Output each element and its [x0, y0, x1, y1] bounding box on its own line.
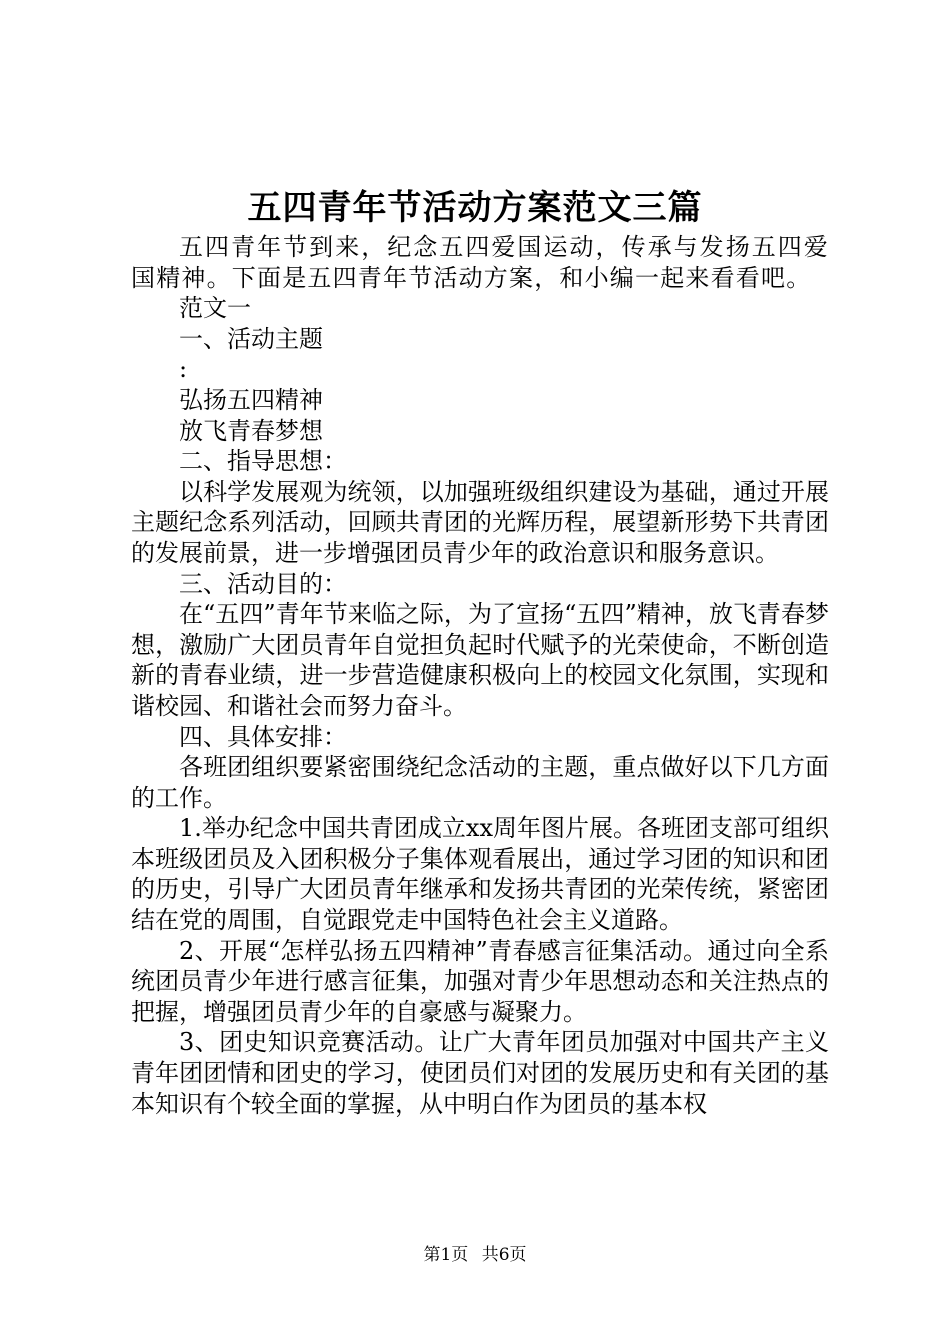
arrangements-intro-paragraph: 各班团组织要紧密围绕纪念活动的主题，重点做好以下几方面的工作。: [131, 753, 829, 812]
theme-line-2: 放飞青春梦想: [179, 416, 323, 445]
page-number: 第1页: [423, 1245, 469, 1265]
item-1-paragraph: 1.举办纪念中国共青团成立xx周年图片展。各班团支部可组织本班级团员及入团积极分子集体观看展出，通过学习团的知识和团的历史，引导广大团员青年继承和发扬共青团的光荣传统，紧密团结在党的周围，自觉跟党走中国特色社会主义道路。: [131, 814, 829, 935]
document-body: [131, 232, 829, 1119]
intro-paragraph: 五四青年节到来，纪念五四爱国运动，传承与发扬五四爱国精神。下面是五四青年节活动方案，和小编一起来看看吧。: [131, 233, 829, 292]
guiding-ideology-paragraph: 以科学发展观为统领，以加强班级组织建设为基础，通过开展主题纪念系列活动，回顾共青团的光辉历程，展望新形势下共青团的发展前景，进一步增强团员青少年的政治意识和服务意识。: [131, 477, 829, 567]
theme-colon: :: [179, 355, 188, 384]
page-footer: [0, 1243, 950, 1267]
page-total: 共6页: [481, 1245, 527, 1265]
heading-specific-arrangements: 四、具体安排：: [179, 722, 347, 751]
heading-activity-purpose: 三、活动目的：: [179, 569, 347, 598]
heading-activity-theme: 一、活动主题: [179, 324, 323, 353]
section-label-sample-one: 范文一: [179, 294, 251, 323]
item-2-paragraph: 2、开展“怎样弘扬五四精神”青春感言征集活动。通过向全系统团员青少年进行感言征集，加强对青少年思想动态和关注热点的把握，增强团员青少年的自豪感与凝聚力。: [131, 936, 829, 1026]
item-3-paragraph: 3、团史知识竞赛活动。让广大青年团员加强对中国共产主义青年团团情和团史的学习，使团员们对团的发展历史和有关团的基本知识有个较全面的掌握，从中明白作为团员的基本权: [131, 1028, 829, 1118]
activity-purpose-paragraph: 在“五四”青年节来临之际，为了宣扬“五四”精神，放飞青春梦想，激励广大团员青年自觉担负起时代赋予的光荣使命，不断创造新的青春业绩，进一步营造健康积极向上的校园文化氛围，实现和谐校园、和谐社会而努力奋斗。: [131, 600, 829, 720]
heading-guiding-ideology: 二、指导思想：: [179, 447, 347, 476]
document-title: 五四青年节活动方案范文三篇: [247, 188, 703, 228]
theme-line-1: 弘扬五四精神: [179, 385, 323, 414]
